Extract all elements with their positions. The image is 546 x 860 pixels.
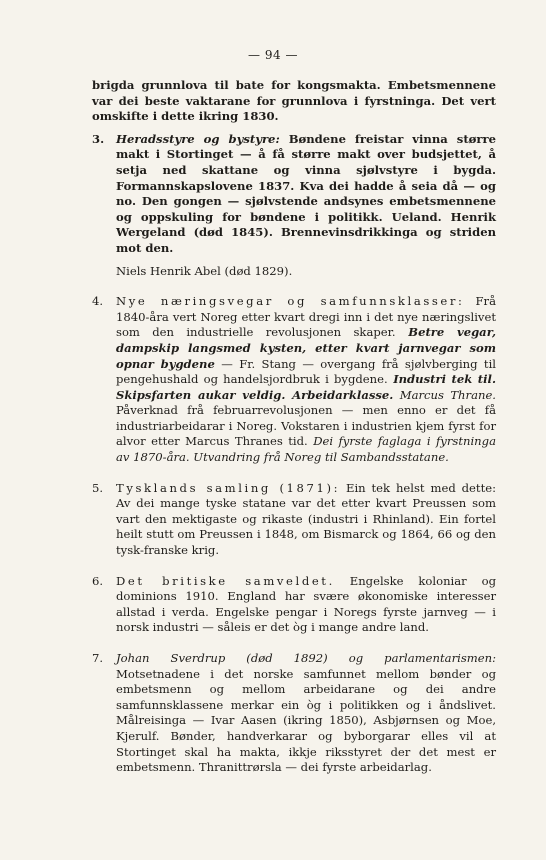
abel-line: Niels Henrik Abel (død 1829). bbox=[116, 263, 293, 278]
page-content bbox=[92, 78, 496, 776]
item-7-number: 7. bbox=[92, 651, 104, 665]
item-4-body-3: Påverknad frå februarrevolusjonen — men enno er det få industriarbeidarar i Noreg. Vokstaren i industrien kjem fyrst for alvor etter Marcus Thranes tid. bbox=[116, 403, 496, 449]
item-5-body: Ein tek helst med dette: Av dei mange tyske statane var det etter kvart Preussen som vart den mektigaste og rikaste (industri i Rhinland). Ein fortel heilt stutt om Preussen i 1848, om Bismarck og 1864, 66 og den tysk-franske krig. bbox=[116, 480, 496, 558]
intro-paragraph: brigda grunnlova til bate for kongsmakta. Embetsmennene var dei beste vaktarane for grunnlova i fyrstninga. Det vert omskifte i dette ikring 1830. bbox=[92, 78, 496, 124]
item-4-italic-4: Dei fyrste faglaga i fyrstninga av 1870-åra. Utvandring frå Noreg til Sambandsstatane. bbox=[116, 434, 496, 465]
item-4 bbox=[92, 294, 496, 466]
item-4-italic-3: Marcus Thrane. bbox=[393, 387, 496, 402]
item-4-italic-bold: Arbeidarklasse. bbox=[285, 387, 394, 402]
item-7-body: Motsetnadene i det norske samfunnet mellom bønder og embetsmenn og mellom arbeidarane og dei andre samfunnsklassene merkar ein òg i politikken og i åndslivet. Målreisinga — Ivar Aasen (ikring 1850), Asbjørnsen og Moe, Kjerulf. Bønder, handverkarar og byborgarar elles vil at Stortinget skal ha makta, ikkje riksstyret der det mest er embetsmenn. Thranittrørsla — dei fyrste arbeidarlag. bbox=[116, 666, 496, 775]
item-4-body-1: Frå 1840-åra vert Noreg etter kvart dregi inn i det nye næringslivet som den industrielle revolusjonen skaper. bbox=[116, 294, 497, 340]
item-6-heading: Det britiske samveldet. bbox=[116, 573, 335, 588]
item-5-number: 5. bbox=[92, 480, 104, 495]
item-7-heading: Johan Sverdrup (død 1892) og parlamentarismen: bbox=[116, 651, 496, 665]
item-3-body: Bøndene freistar vinna større makt i Stortinget — å få større makt over budsjettet, å setja ned skattane og vinna sjølvstyre i bygda. Formannskapslovene 1837. Kva dei hadde å seia då — og no. Den gongen — sjølvstende andsynes embetsmennene og oppskuling for bøndene i politikk. Ueland. Henrik Wergeland (død 1845). Brennevinsdrikkinga og striden mot den. bbox=[116, 131, 496, 255]
item-4-heading: Nye næringsvegar og samfunnsklasser: bbox=[116, 294, 465, 309]
item-5 bbox=[92, 481, 496, 559]
item-6-body: Engelske koloniar og dominions 1910. England har svære økonomiske interesser allstad i verda. Engelske pengar i Noregs fyrste jarnveg — i norsk industri — såleis er det òg i mange andre land. bbox=[116, 573, 496, 635]
item-3-heading: Heradsstyre og bystyre: bbox=[116, 131, 280, 146]
item-6-number: 6. bbox=[92, 573, 104, 588]
item-4-body-2: — Fr. Stang — overgang frå sjølvberging til pengehushald og handelsjordbruk i bygdene. bbox=[116, 356, 497, 387]
item-3 bbox=[92, 132, 496, 257]
item-4-italic-1: Betre vegar, dampskip langsmed kysten, etter kvart jarnvegar som opnar bygdene bbox=[116, 325, 496, 371]
item-6 bbox=[92, 574, 496, 636]
item-3-number: 3. bbox=[92, 131, 105, 146]
item-7 bbox=[92, 651, 496, 776]
item-4-number: 4. bbox=[92, 294, 104, 309]
item-5-heading: Tysklands samling (1871): bbox=[116, 480, 341, 495]
page-number: — 94 — bbox=[248, 48, 298, 62]
item-4-italic-2: Industri tek til. Skipsfarten aukar veldig. bbox=[116, 372, 496, 402]
